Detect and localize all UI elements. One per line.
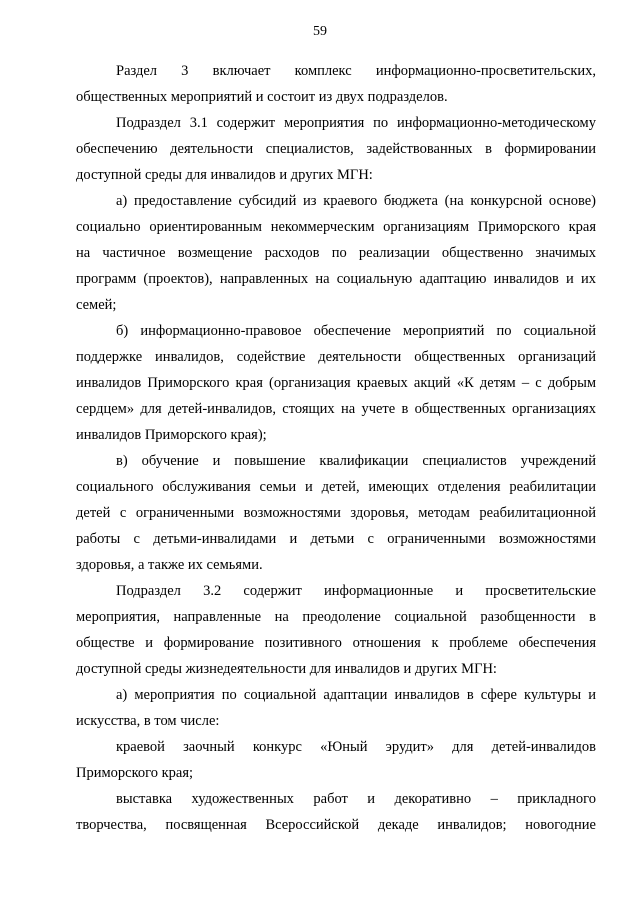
- paragraph-line: инвалидов Приморского края);: [76, 427, 267, 443]
- paragraph: [76, 110, 596, 188]
- paragraph-line: а) мероприятия по социальной адаптации инвалидов в сфере культуры и: [116, 687, 596, 703]
- paragraph-line: б) информационно-правовое обеспечение мероприятий по социальной: [116, 323, 596, 339]
- document-body: [76, 58, 596, 838]
- paragraph-line: поддержке инвалидов, содействие деятельности общественных организаций: [76, 349, 596, 365]
- page-number: 59: [313, 24, 327, 39]
- paragraph: [76, 448, 596, 578]
- paragraph: [76, 786, 596, 838]
- paragraph-line: доступной среды для инвалидов и других МГН:: [76, 167, 373, 183]
- paragraph-line: работы с детьми-инвалидами и детьми с ограниченными возможностями: [76, 531, 596, 547]
- paragraph-line: выставка художественных работ и декоративно – прикладного: [116, 791, 596, 807]
- paragraph: [76, 578, 596, 682]
- paragraph-line: доступной среды жизнедеятельности для инвалидов и других МГН:: [76, 661, 497, 677]
- paragraph: [76, 58, 596, 110]
- paragraph: [76, 318, 596, 448]
- paragraph-line: социально ориентированным некоммерческим организациям Приморского края: [76, 219, 596, 235]
- paragraph: [76, 734, 596, 786]
- paragraph-line: детей с ограниченными возможностями здоровья, методам реабилитационной: [76, 505, 596, 521]
- paragraph-line: сердцем» для детей-инвалидов, стоящих на учете в общественных организациях: [76, 401, 596, 417]
- paragraph: [76, 682, 596, 734]
- paragraph-line: семей;: [76, 297, 117, 313]
- paragraph-line: на частичное возмещение расходов по реализации общественно значимых: [76, 245, 596, 261]
- paragraph-line: краевой заочный конкурс «Юный эрудит» для детей-инвалидов: [116, 739, 596, 755]
- paragraph-line: а) предоставление субсидий из краевого бюджета (на конкурсной основе): [116, 193, 596, 209]
- paragraph-line: здоровья, а также их семьями.: [76, 557, 263, 573]
- paragraph-line: обществе и формирование позитивного отношения к проблеме обеспечения: [76, 635, 596, 651]
- paragraph-line: творчества, посвященная Всероссийской декаде инвалидов; новогодние: [76, 817, 596, 833]
- paragraph-line: Подраздел 3.1 содержит мероприятия по информационно-методическому: [116, 115, 596, 131]
- paragraph-line: социального обслуживания семьи и детей, имеющих отделения реабилитации: [76, 479, 596, 495]
- paragraph-line: инвалидов Приморского края (организация краевых акций «К детям – с добрым: [76, 375, 596, 391]
- paragraph-line: обеспечению деятельности специалистов, задействованных в формировании: [76, 141, 596, 157]
- paragraph-line: мероприятия, направленные на преодоление социальной разобщенности в: [76, 609, 596, 625]
- paragraph-line: в) обучение и повышение квалификации специалистов учреждений: [116, 453, 596, 469]
- paragraph-line: программ (проектов), направленных на социальную адаптацию инвалидов и их: [76, 271, 596, 287]
- paragraph-line: общественных мероприятий и состоит из двух подразделов.: [76, 89, 448, 105]
- paragraph-line: Подраздел 3.2 содержит информационные и просветительские: [116, 583, 596, 599]
- paragraph-line: искусства, в том числе:: [76, 713, 220, 729]
- paragraph-line: Приморского края;: [76, 765, 194, 781]
- paragraph-line: Раздел 3 включает комплекс информационно-просветительских,: [116, 63, 596, 79]
- paragraph: [76, 188, 596, 318]
